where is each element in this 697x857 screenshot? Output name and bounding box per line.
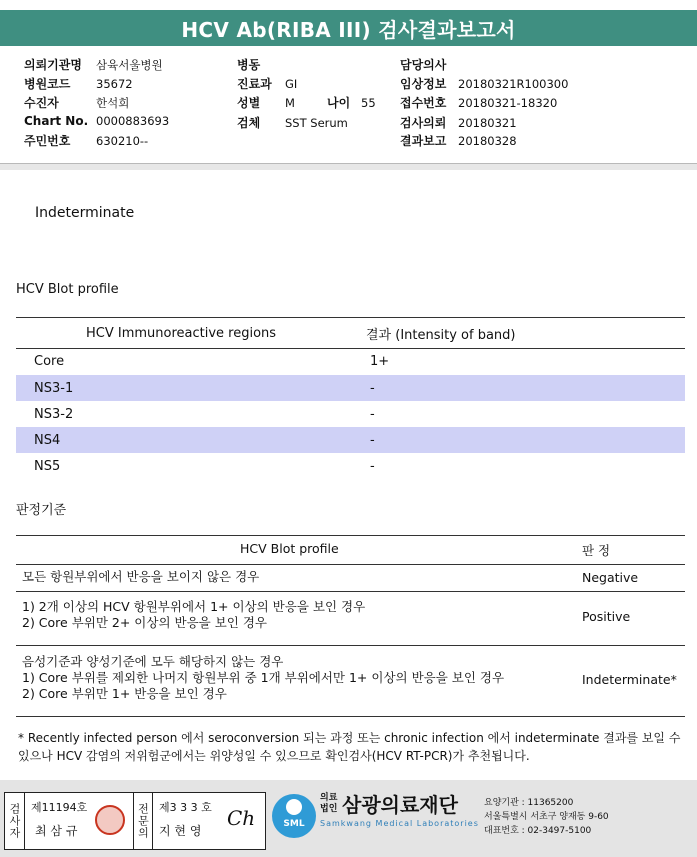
- criteria-header-rule: [16, 564, 685, 565]
- value-clinical-info: 20180321R100300: [458, 77, 569, 91]
- org-small-2: 법인: [320, 804, 338, 814]
- criteria-section-title: 판정기준: [16, 503, 67, 518]
- info-ward: [237, 56, 285, 73]
- criteria-row-rule: [16, 591, 685, 592]
- criteria-indeterminate-line3: 2) Core 부위만 1+ 반응을 보인 경우: [22, 686, 227, 701]
- criteria-negative-line1: 모든 항원부위에서 반응을 보이지 않은 경우: [22, 569, 260, 584]
- info-request-date: [400, 114, 517, 131]
- info-clinical-info: [400, 75, 568, 92]
- blot-region: NS3-1: [34, 380, 74, 396]
- table-row: [16, 453, 685, 479]
- label-age: 나이: [327, 96, 351, 110]
- label-clinical-info: 임상정보: [400, 77, 447, 91]
- info-physician: [400, 56, 458, 73]
- blot-intensity: -: [370, 432, 375, 448]
- specialist-license: 제3 3 3 호: [159, 801, 212, 814]
- org-small-1: 의료: [320, 793, 338, 803]
- criteria-positive-line2: 2) Core 부위만 2+ 이상의 반응을 보인 경우: [22, 615, 267, 630]
- criteria-negative-desc: [22, 569, 259, 585]
- blot-intensity: -: [370, 380, 375, 396]
- blot-section-title: HCV Blot profile: [16, 282, 119, 297]
- blot-region: NS3-2: [34, 406, 74, 422]
- label-patient: 수진자: [24, 96, 59, 110]
- info-specimen: [237, 114, 348, 131]
- criteria-positive-desc: [22, 599, 365, 631]
- value-resident-no: 630210--: [96, 134, 149, 148]
- header-divider: [0, 163, 697, 170]
- criteria-positive-judgment: Positive: [582, 609, 631, 624]
- criteria-indeterminate-line1: 음성기준과 양성기준에 모두 해당하지 않는 경우: [22, 654, 284, 669]
- specialist-name: 지 현 영: [159, 824, 202, 838]
- org-english-name: Samkwang Medical Laboratories: [320, 819, 479, 828]
- label-report-date: 결과보고: [400, 134, 447, 148]
- value-sex: M: [285, 96, 295, 110]
- label-chart-no: Chart No.: [24, 114, 89, 128]
- label-receipt-no: 접수번호: [400, 96, 447, 110]
- org-name: 삼광의료재단: [342, 793, 458, 817]
- criteria-negative-judgment: Negative: [582, 570, 639, 585]
- sml-logo-text: SML: [283, 819, 305, 829]
- blot-region: NS5: [34, 458, 61, 474]
- org-address: 서울특별시 서초구 양재동 9-60: [484, 812, 609, 822]
- criteria-header-judgment: 판 정: [582, 543, 611, 558]
- criteria-header-profile: HCV Blot profile: [240, 541, 339, 556]
- info-patient: [24, 94, 129, 111]
- label-sex: 성별: [237, 96, 261, 110]
- label-resident-no: 주민번호: [24, 134, 71, 148]
- value-hospital-name: 삼육서울병원: [96, 58, 163, 72]
- inspector-seal: [95, 805, 125, 835]
- table-row: [16, 375, 685, 401]
- info-resident-no: [24, 132, 148, 149]
- label-hospital-code: 병원코드: [24, 77, 71, 91]
- criteria-indeterminate-line2: 1) Core 부위를 제외한 나머지 항원부위 중 1개 부위에서만 1+ 이상의 반응을 보인 경우: [22, 670, 505, 685]
- info-hospital-code: [24, 75, 133, 92]
- value-request-date: 20180321: [458, 116, 517, 130]
- value-age: 55: [361, 96, 376, 110]
- blot-intensity: 1+: [370, 353, 390, 369]
- criteria-indeterminate-desc: [22, 654, 504, 702]
- org-phone: 대표번호 : 02-3497-5100: [484, 826, 592, 836]
- overall-result: Indeterminate: [35, 205, 135, 221]
- inspector-name: 최 삼 규: [35, 824, 78, 838]
- value-patient: 한석희: [96, 96, 130, 110]
- value-department: GI: [285, 77, 298, 91]
- info-receipt-no: [400, 94, 557, 111]
- blot-intensity: -: [370, 458, 375, 474]
- organization-logo: [270, 792, 694, 850]
- criteria-indeterminate-judgment: Indeterminate*: [582, 672, 677, 687]
- table-row: [16, 427, 685, 453]
- table-row: [16, 401, 685, 427]
- report-title: HCV Ab(RIBA III) 검사결과보고서: [0, 10, 697, 46]
- org-facility-code: 요양기관 : 11365200: [484, 798, 574, 808]
- label-specimen: 검체: [237, 116, 261, 130]
- inspector-license: 제11194호: [31, 801, 88, 814]
- blot-header-intensity: 결과 (Intensity of band): [366, 327, 516, 343]
- table-row: [16, 348, 685, 374]
- info-chart-no: [24, 114, 169, 128]
- criteria-row-rule: [16, 645, 685, 646]
- label-ward: 병동: [237, 58, 261, 72]
- org-contact: [484, 796, 609, 838]
- label-request-date: 검사의뢰: [400, 116, 447, 130]
- info-age: [327, 94, 376, 111]
- blot-table-top-rule: [16, 317, 685, 318]
- criteria-table-bottom-rule: [16, 716, 685, 717]
- footnote: * Recently infected person 에서 seroconversion 되는 과정 또는 chronic infection 에서 indeterminate 결과를 보일 수 있으나 HCV 감염의 저위험군에서는 위양성일 수 있으므로 확인검사(HCV RT-PCR)가 추천됩니다.: [18, 731, 681, 763]
- criteria-positive-line1: 1) 2개 이상의 HCV 항원부위에서 1+ 이상의 반응을 보인 경우: [22, 599, 366, 614]
- specialist-signature: Ch: [227, 806, 256, 830]
- value-hospital-code: 35672: [96, 77, 133, 91]
- value-chart-no: 0000883693: [96, 114, 170, 128]
- org-corp-type: [320, 793, 337, 815]
- inspector-label: 검사자: [5, 793, 25, 849]
- criteria-table-top-rule: [16, 535, 685, 536]
- blot-region: Core: [34, 353, 65, 369]
- info-department: [237, 75, 297, 92]
- value-specimen: SST Serum: [285, 116, 348, 130]
- blot-region: NS4: [34, 432, 61, 448]
- value-report-date: 20180328: [458, 134, 517, 148]
- blot-header-region: HCV Immunoreactive regions: [86, 325, 277, 341]
- specialist-label: 전문의: [133, 793, 153, 849]
- label-hospital-name: 의뢰기관명: [24, 58, 82, 72]
- info-sex: [237, 94, 295, 111]
- label-physician: 담당의사: [400, 58, 447, 72]
- info-hospital-name: [24, 56, 163, 73]
- signature-box: [4, 792, 266, 850]
- value-receipt-no: 20180321-18320: [458, 96, 558, 110]
- label-department: 진료과: [237, 77, 272, 91]
- blot-intensity: -: [370, 406, 375, 422]
- blot-table-header: [16, 320, 685, 346]
- sml-logo-icon: [272, 794, 316, 838]
- info-report-date: [400, 132, 517, 149]
